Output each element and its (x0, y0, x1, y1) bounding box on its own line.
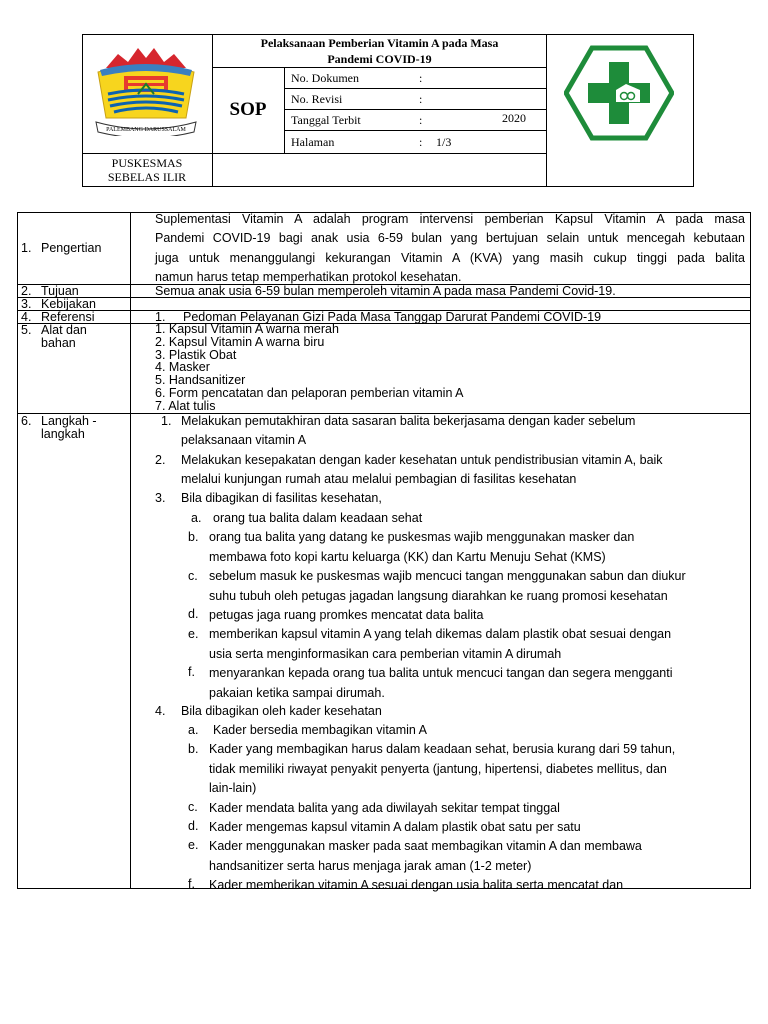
sub-letter: b. (188, 530, 199, 544)
text-line: Kader mendata balita yang ada diwilayah sekitar tempat tinggal (209, 800, 560, 815)
text-line: pelaksanaan vitamin A (181, 433, 307, 448)
palembang-city-logo (94, 44, 198, 136)
row-label: Kebijakan (41, 297, 96, 311)
text-line: memberikan kapsul vitamin A yang telah dikemas dalam plastik obat sesuai dengan (209, 627, 672, 642)
list-item: 4. Masker (155, 360, 210, 375)
text-line: lain-lain) (209, 781, 257, 796)
text-line: Melakukan kesepakatan dengan kader kesehatan untuk pendistribusian vitamin A, baik (181, 453, 663, 467)
text-line: membawa foto kopi kartu keluarga (KK) dan Kartu Menuju Sehat (KMS) (209, 549, 606, 564)
step-number: 3. (155, 491, 166, 505)
tujuan-text: Semua anak usia 6-59 bulan memperoleh vitamin A pada masa Pandemi Covid-19. (155, 284, 616, 298)
puskesmas-logo (564, 44, 674, 142)
pengertian-text (155, 210, 745, 288)
org-name-line2: SEBELAS ILIR (107, 170, 187, 184)
sub-letter: f. (188, 665, 195, 679)
sub-letter: a. (191, 511, 202, 525)
step-3-text (181, 489, 382, 508)
step-number: 2. (155, 453, 166, 467)
field-tanggal-terbit-value: 2020 (502, 111, 526, 125)
list-item: 7. Alat tulis (155, 398, 216, 413)
row-label: langkah (41, 427, 85, 441)
row-label: Tujuan (41, 284, 79, 298)
list-item: 6. Form pencatatan dan pelaporan pemberian vitamin A (155, 385, 464, 400)
text-line: suhu tubuh oleh petugas jagadan langsung diarahkan ke ruang promosi kesehatan (209, 588, 668, 603)
row-number: 3. (21, 297, 32, 311)
text-line: Bila dibagikan di fasilitas kesehatan, (181, 491, 382, 505)
referensi-text: Pedoman Pelayanan Gizi Pada Masa Tanggap Darurat Pandemi COVID-19 (183, 310, 602, 324)
step-4-subs (209, 721, 675, 896)
text-line: namun harus tetap memperhatikan protokol kesehatan. (155, 270, 462, 285)
sop-title-line2: Pandemi COVID-19 (327, 52, 432, 66)
text-line: orang tua balita yang datang ke puskesmas wajib menggunakan masker dan (209, 530, 635, 545)
step-4-text (181, 702, 382, 721)
step-1-text (181, 412, 635, 451)
row-label: Pengertian (41, 241, 102, 255)
sub-letter: c. (188, 569, 198, 583)
text-line: Suplementasi Vitamin A adalah program intervensi pemberian Kapsul Vitamin A pada masa (155, 212, 745, 226)
logo-ribbon-text: PALEMBANG DARUSSALAM (106, 127, 186, 133)
row-number: 5. (21, 323, 32, 337)
alat-list (155, 323, 464, 413)
text-line: Kader mengemas kapsul vitamin A dalam plastik obat satu per satu (209, 819, 581, 834)
step-number: 4. (155, 704, 166, 718)
field-no-revisi-label: No. Revisi (291, 92, 343, 106)
org-name-line1: PUSKESMAS (111, 156, 183, 170)
field-no-dokumen-label: No. Dokumen (291, 71, 359, 85)
text-line: Kader bersedia membagikan vitamin A (213, 723, 428, 737)
list-item: 5. Handsanitizer (155, 373, 246, 388)
row-number: 2. (21, 284, 32, 298)
sub-letter: c. (188, 800, 198, 814)
field-no-revisi-colon: : (419, 92, 423, 106)
row-number: 4. (21, 310, 32, 324)
text-line: sebelum masuk ke puskesmas wajib mencuci tangan menggunakan sabun dan diukur (209, 569, 686, 584)
field-tanggal-terbit-colon: : (419, 113, 423, 127)
sub-letter: e. (188, 627, 199, 641)
text-line: pakaian ketika sampai dirumah. (209, 685, 385, 700)
text-line: Kader yang membagikan harus dalam keadaan sehat, berusia kurang dari 59 tahun, (209, 742, 676, 757)
step-2-text (181, 451, 663, 490)
step-number: 1. (161, 414, 172, 428)
step-3-subs (209, 509, 686, 703)
text-line: Kader menggunakan masker pada saat membagikan vitamin A dan membawa (209, 839, 642, 854)
row-label: Alat dan (41, 323, 87, 337)
referensi-item-number: 1. (155, 310, 166, 324)
field-no-dokumen-colon: : (419, 71, 423, 85)
field-tanggal-terbit-label: Tanggal Terbit (291, 113, 361, 127)
text-line: orang tua balita dalam keadaan sehat (213, 511, 423, 525)
sop-label: SOP (229, 99, 267, 120)
sub-letter: b. (188, 742, 199, 756)
text-line: petugas jaga ruang promkes mencatat data balita (209, 607, 484, 622)
row-label: Langkah - (41, 414, 97, 428)
text-line: tidak memiliki riwayat penyakit penyerta (jantung, hipertensi, diabetes mellitus, dan (209, 761, 667, 776)
text-line: Bila dibagikan oleh kader kesehatan (181, 704, 382, 718)
field-halaman-colon: : (419, 135, 423, 149)
field-halaman-value: 1/3 (436, 135, 452, 149)
text-line: juga untuk menanggulangi kekurangan Vitamin A (KVA) yang masih cukup tinggi pada balita (155, 250, 745, 265)
text-line: Melakukan pemutakhiran data sasaran balita bekerjasama dengan kader sebelum (181, 414, 636, 428)
sub-letter: a. (188, 723, 199, 737)
row-number: 6. (21, 414, 32, 428)
sub-letter: f. (188, 877, 195, 891)
sop-title-line1: Pelaksanaan Pemberian Vitamin A pada Masa (260, 36, 499, 50)
row-number: 1. (21, 241, 32, 255)
text-line: Pandemi COVID-19 bagi anak usia 6-59 bulan yang bertujuan selain untuk mencegah kebutaan (155, 231, 745, 246)
sub-letter: e. (188, 838, 199, 852)
text-line: usia serta menginformasikan cara pemberian vitamin A dirumah (209, 646, 562, 661)
text-line: menyarankan kepada orang tua balita untuk mencuci tangan dan segera mengganti (209, 666, 673, 681)
text-line: Kader memberikan vitamin A sesuai dengan usia balita serta mencatat dan (209, 878, 624, 893)
list-item: 2. Kapsul Vitamin A warna biru (155, 334, 325, 349)
list-item: 1. Kapsul Vitamin A warna merah (155, 322, 339, 336)
sub-letter: d. (188, 819, 199, 833)
text-line: melalui kunjungan rumah atau melalui pembagian di fasilitas kesehatan (181, 472, 577, 487)
row-label: bahan (41, 336, 76, 350)
text-line: handsanitizer serta harus menjaga jarak aman (1-2 meter) (209, 858, 532, 873)
row-label: Referensi (41, 310, 95, 324)
sub-letter: d. (188, 607, 199, 621)
field-halaman-label: Halaman (291, 135, 335, 149)
list-item: 3. Plastik Obat (155, 347, 237, 362)
